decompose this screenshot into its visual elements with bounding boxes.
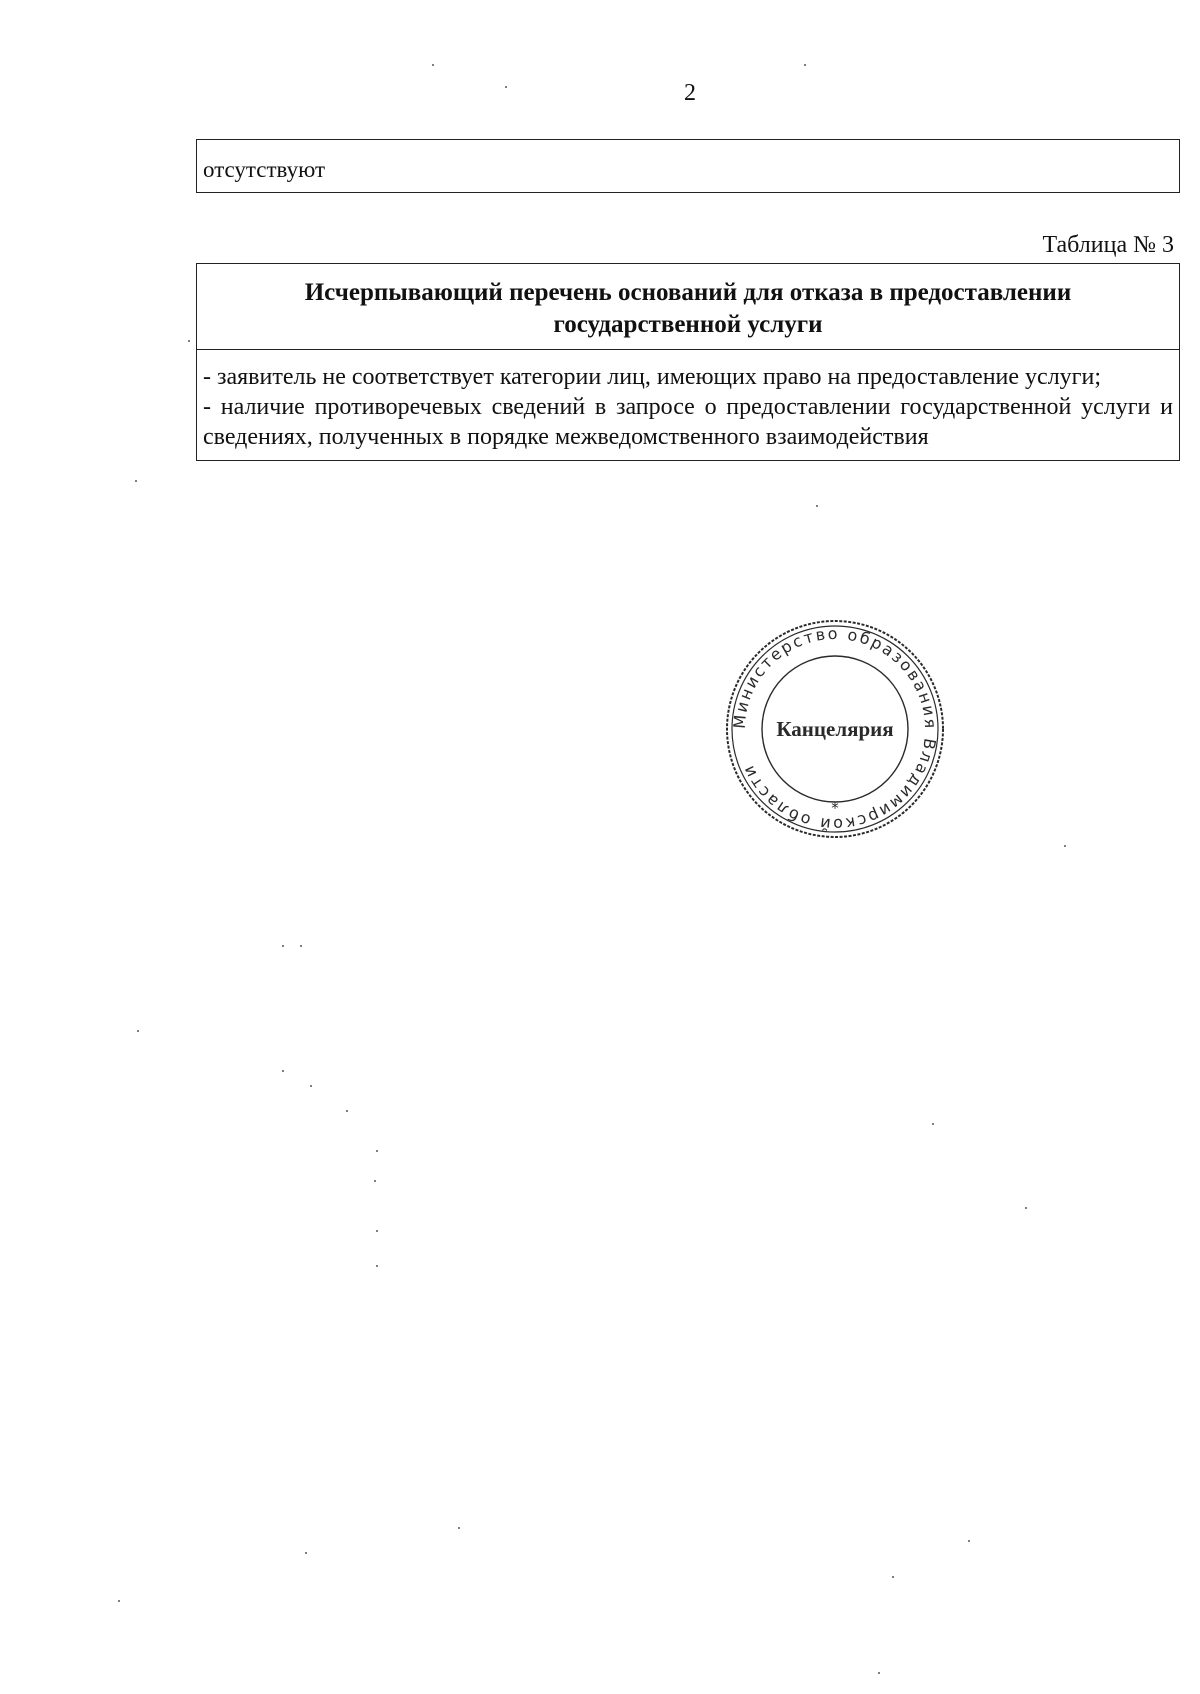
scan-speck [282, 945, 284, 947]
scan-speck [816, 505, 818, 507]
scan-speck [282, 1070, 284, 1072]
scan-speck [892, 1576, 894, 1578]
table-item: - заявитель не соответствует категории лиц, имеющих право на предоставление услуги; [203, 364, 1102, 390]
scan-speck [432, 64, 434, 66]
stamp-star: * [831, 799, 839, 817]
stamp-ring-text: Министерство образования Владимирской области [729, 623, 941, 835]
previous-table-cell [196, 139, 1180, 193]
scan-speck [1064, 845, 1066, 847]
stamp-center-text: Канцелярия [776, 717, 894, 741]
refusal-grounds-table [196, 263, 1180, 461]
previous-table-cell-text: отсутствуют [203, 157, 326, 182]
scan-speck [188, 340, 190, 342]
scan-speck [932, 1123, 934, 1125]
scan-speck [346, 1110, 348, 1112]
scan-speck [376, 1230, 378, 1232]
scan-speck [374, 1180, 376, 1182]
scan-speck [376, 1150, 378, 1152]
scan-speck [458, 1527, 460, 1529]
scan-speck [376, 1265, 378, 1267]
page-number: 2 [684, 80, 696, 106]
scan-speck [804, 64, 806, 66]
table-heading-line-1: Исчерпывающий перечень оснований для отказа в предоставлении [304, 279, 1072, 306]
table-heading-line-2: государственной услуги [553, 311, 823, 338]
scan-speck [135, 480, 137, 482]
scan-speck [878, 1672, 880, 1674]
scan-speck [305, 1552, 307, 1554]
scan-speck [300, 945, 302, 947]
scan-speck [1025, 1207, 1027, 1209]
scan-speck [505, 86, 507, 88]
table-caption: Таблица № 3 [1042, 232, 1174, 258]
scan-speck [137, 1030, 139, 1032]
scan-speck [310, 1085, 312, 1087]
table-heading [197, 264, 1179, 350]
scan-speck [118, 1600, 120, 1602]
table-item: - наличие противоречевых сведений в запросе о предоставлении государственной услуги и сведениях, полученных в порядке межведомственного взаимодействия [203, 394, 1173, 450]
scan-speck [968, 1540, 970, 1542]
table-body [197, 350, 1179, 460]
office-stamp [720, 614, 950, 844]
